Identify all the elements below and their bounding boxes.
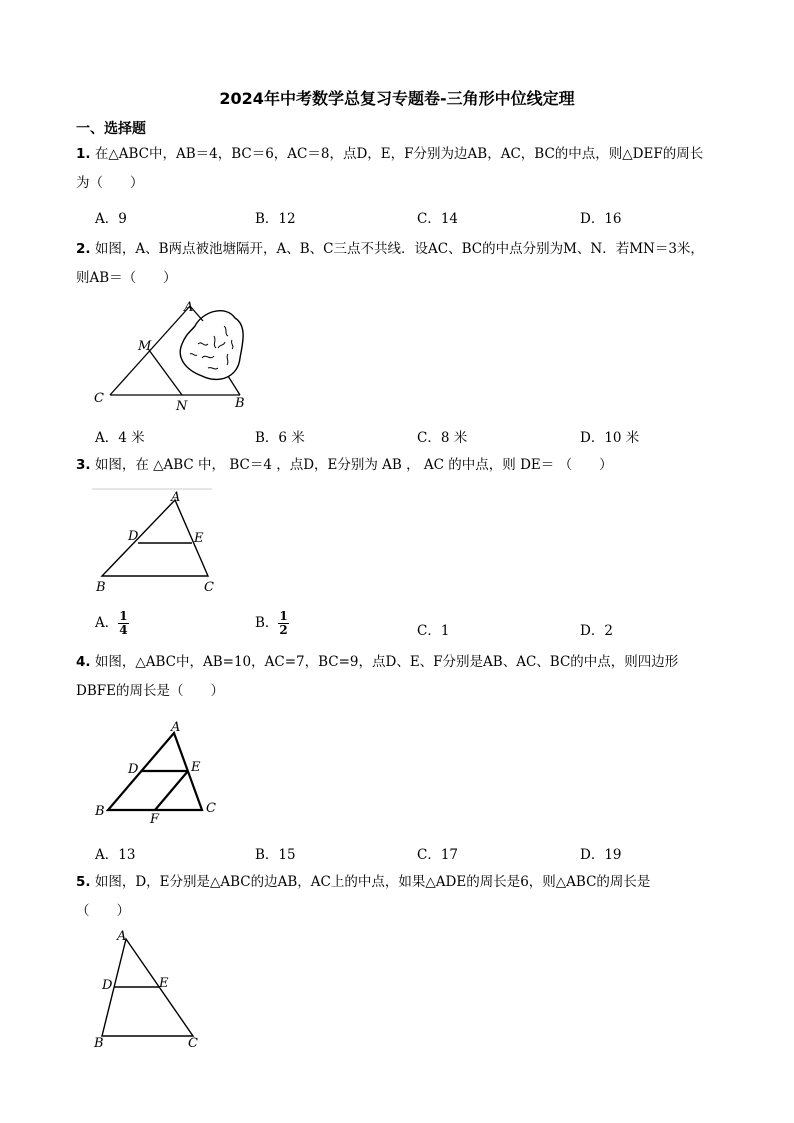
label-d: D bbox=[102, 978, 113, 993]
option-d[interactable]: D．10 米 bbox=[580, 430, 640, 446]
option-c[interactable]: C．1 bbox=[417, 623, 450, 639]
fraction-denominator: 4 bbox=[119, 623, 128, 637]
label-c: C bbox=[188, 1036, 198, 1051]
question-1 bbox=[76, 140, 736, 198]
label-c: C bbox=[204, 580, 214, 595]
label-f: F bbox=[150, 812, 160, 827]
fraction-numerator: 1 bbox=[279, 609, 288, 623]
question-2-line1 bbox=[76, 235, 736, 264]
question-text: 如图，在 △ABC 中， BC＝4 ，点D，E分别为 AB ， AC 的中点，则 DE＝ （ ） bbox=[94, 457, 613, 473]
question-text: 如图，A、B两点被池塘隔开，A、B、C三点不共线．设AC、BC的中点分别为M、N．若MN＝3米， bbox=[94, 241, 704, 257]
label-a: A bbox=[171, 490, 181, 505]
question-number: 1. bbox=[76, 146, 91, 162]
label-a: A bbox=[184, 300, 194, 315]
label-e: E bbox=[191, 760, 201, 775]
option-b[interactable]: B．6 米 bbox=[255, 430, 305, 446]
question-text: 如图，D，E分别是△ABC的边AB，AC上的中点，如果△ADE的周长是6，则△ABC的周长是 bbox=[94, 874, 651, 890]
triangle-figure-4 bbox=[92, 718, 222, 830]
option-a[interactable]: A．4 米 bbox=[95, 430, 145, 446]
triangle-figure-3 bbox=[92, 488, 222, 593]
label-e: E bbox=[159, 976, 169, 991]
label-a: A bbox=[171, 720, 181, 735]
option-prefix: A． bbox=[95, 615, 119, 631]
page-title: 2024年中考数学总复习专题卷-三角形中位线定理 bbox=[219, 89, 575, 108]
option-prefix: B． bbox=[255, 615, 279, 631]
label-b: B bbox=[96, 580, 106, 595]
question-5 bbox=[76, 868, 736, 926]
option-a[interactable] bbox=[95, 610, 129, 637]
question-2-line2: 则AB＝（ ） bbox=[76, 270, 177, 286]
label-a: A bbox=[117, 929, 127, 944]
question-text: 在△ABC中，AB＝4，BC＝6，AC＝8，点D，E，F分别为边AB，AC，BC的中点，则△DEF的周长 bbox=[94, 146, 704, 162]
section-heading: 一、选择题 bbox=[76, 121, 146, 137]
fraction bbox=[118, 610, 128, 637]
label-d: D bbox=[128, 762, 139, 777]
question-number: 3. bbox=[76, 457, 91, 473]
label-d: D bbox=[128, 529, 139, 544]
option-b[interactable] bbox=[255, 610, 289, 637]
triangle-figure-5 bbox=[90, 925, 220, 1055]
option-b[interactable]: B．12 bbox=[255, 211, 296, 227]
label-b: B bbox=[235, 396, 245, 411]
question-1-line1 bbox=[76, 140, 736, 169]
option-d[interactable]: D．16 bbox=[580, 211, 622, 227]
option-d[interactable]: D．19 bbox=[580, 847, 622, 863]
option-a[interactable]: A．9 bbox=[95, 211, 127, 227]
label-m: M bbox=[138, 339, 152, 354]
question-1-line2: 为（ ） bbox=[76, 175, 144, 191]
question-3-line1 bbox=[76, 451, 736, 480]
option-d[interactable]: D．2 bbox=[580, 623, 613, 639]
label-b: B bbox=[94, 1036, 104, 1051]
pond-figure bbox=[90, 296, 260, 416]
option-a[interactable]: A．13 bbox=[95, 847, 136, 863]
question-number: 2. bbox=[76, 241, 91, 257]
question-1-options bbox=[95, 207, 755, 231]
question-4-options bbox=[95, 843, 755, 867]
question-number: 5. bbox=[76, 874, 91, 890]
option-c[interactable]: C．17 bbox=[417, 847, 459, 863]
question-5-line2: （ ） bbox=[76, 903, 130, 919]
question-3 bbox=[76, 451, 736, 480]
label-c: C bbox=[94, 391, 104, 406]
question-2 bbox=[76, 235, 736, 293]
fraction bbox=[278, 610, 288, 637]
question-3-options bbox=[95, 610, 755, 644]
fraction-numerator: 1 bbox=[119, 609, 128, 623]
label-e: E bbox=[194, 531, 204, 546]
question-2-options bbox=[95, 426, 755, 450]
question-4-line2: DBFE的周长是（ ） bbox=[76, 683, 224, 699]
label-n: N bbox=[176, 399, 188, 414]
fraction-denominator: 2 bbox=[279, 623, 288, 637]
question-4-line1 bbox=[76, 648, 736, 677]
question-5-line1 bbox=[76, 868, 736, 897]
question-number: 4. bbox=[76, 654, 91, 670]
label-b: B bbox=[95, 804, 105, 819]
option-b[interactable]: B．15 bbox=[255, 847, 296, 863]
label-c: C bbox=[206, 801, 216, 816]
option-c[interactable]: C．14 bbox=[417, 211, 459, 227]
question-4 bbox=[76, 648, 736, 706]
option-c[interactable]: C．8 米 bbox=[417, 430, 468, 446]
question-text: 如图，△ABC中，AB=10，AC=7，BC=9，点D、E、F分别是AB、AC、BC的中点，则四边形 bbox=[94, 654, 679, 670]
